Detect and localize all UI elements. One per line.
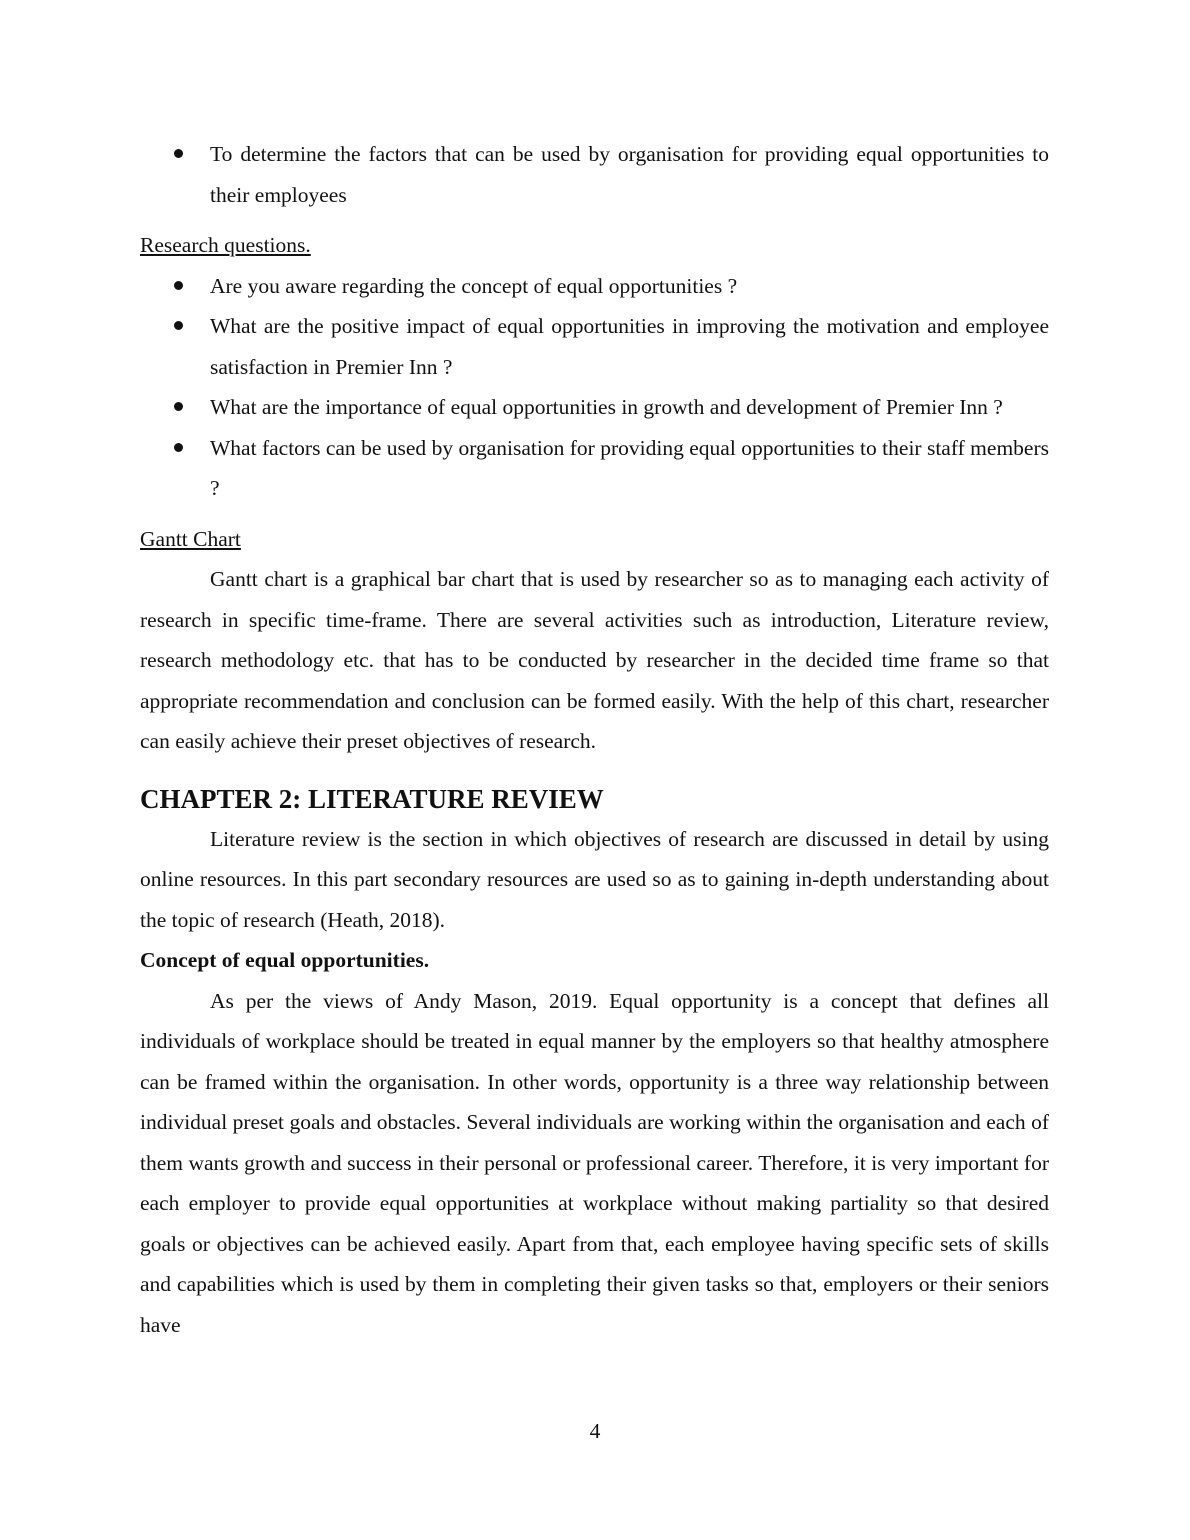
objectives-list <box>140 134 1049 215</box>
bullet-icon <box>174 402 183 411</box>
list-item-text: What are the positive impact of equal opportunities in improving the motivation and employee satisfaction in Premier Inn ? <box>210 314 1049 379</box>
page-number: 4 <box>589 1419 601 1443</box>
list-item <box>140 266 1049 307</box>
section-subheading: Concept of equal opportunities. <box>140 948 430 972</box>
chapter-heading: CHAPTER 2: LITERATURE REVIEW <box>140 783 604 814</box>
list-item-text: What factors can be used by organisation for providing equal opportunities to their staff members ? <box>210 435 1049 500</box>
equal-opportunities-paragraph: As per the views of Andy Mason, 2019. Equal opportunity is a concept that defines all individuals of workplace should be treated in equal manner by the employers so that healthy atmosphere can be framed within the organisation. In other words, opportunity is a three way relationship between individual preset goals and obstacles. Several individuals are working within the organisation and each of them wants growth and success in their personal or professional career. Therefore, it is very important for each employer to provide equal opportunities at workplace without making partiality so that desired goals or objectives can be achieved easily. Apart from that, each employee having specific sets of skills and capabilities which is used by them in completing their given tasks so that, employers or their seniors have <box>140 988 1049 1337</box>
bullet-icon <box>174 321 183 330</box>
bullet-icon <box>174 443 183 452</box>
list-item-text: What are the importance of equal opportunities in growth and development of Premier Inn ? <box>210 395 1003 419</box>
literature-review-intro: Literature review is the section in which objectives of research are discussed in detail by using online resources. In this part secondary resources are used so as to gaining in-depth understanding about the topic of research (Heath, 2018). <box>140 826 1049 932</box>
bullet-icon <box>174 281 183 290</box>
list-item <box>140 387 1049 428</box>
list-item-text: Are you aware regarding the concept of equal opportunities ? <box>210 273 738 298</box>
document-page <box>140 134 1049 1345</box>
list-item <box>140 306 1049 387</box>
list-item <box>140 134 1049 215</box>
research-questions-list <box>140 266 1049 509</box>
research-questions-heading: Research questions. <box>140 233 311 257</box>
gantt-chart-paragraph: Gantt chart is a graphical bar chart that is used by researcher so as to managing each activity of research in specific time-frame. There are several activities such as introduction, Literature review, research methodology etc. that has to be conducted by researcher in the decided time frame so that appropriate recommendation and conclusion can be formed easily. With the help of this chart, researcher can easily achieve their preset objectives of research. <box>140 567 1049 753</box>
list-item-text: To determine the factors that can be used by organisation for providing equal opportunities to their employees <box>210 142 1049 207</box>
list-item <box>140 428 1049 509</box>
gantt-chart-heading: Gantt Chart <box>140 526 241 551</box>
bullet-icon <box>174 149 183 158</box>
